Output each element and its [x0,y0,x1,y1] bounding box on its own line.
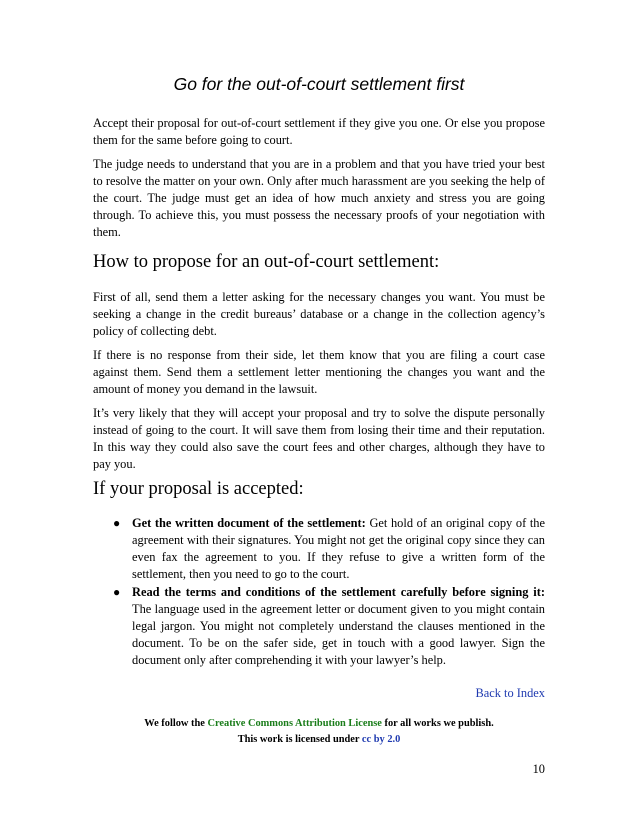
page-title: Go for the out-of-court settlement first [173,74,465,94]
cc-by-link[interactable]: cc by 2.0 [361,734,401,745]
intro-paragraph-2: The judge needs to understand that you are in a problem and that you have tried your best to resolve the matter on your own. Only after much harassment are you seeking the help of the court. The judge must get an idea of how much anxiety and stress you are going through. To achieve this, you must possess the necessary proofs of your negotiation with them. [93,157,545,239]
bullet-icon: ● [113,585,121,599]
license-line-2-pre: This work is licensed under [237,734,362,745]
license-line-1-pre: We follow the [144,718,208,729]
section1-paragraph-3: It’s very likely that they will accept your proposal and try to solve the dispute personally instead of going to the court. It will save them from losing their time and their reputation. In this way they could also save the court fees and other charges, although they have to pay you. [93,406,545,471]
license-line-2 [93,732,545,748]
intro-paragraph-1: Accept their proposal for out-of-court settlement if they give you one. Or else you propose them for the same before going to court. [93,116,545,147]
section1-paragraph-2: If there is no response from their side, let them know that you are filing a court case against them. Send them a settlement letter mentioning the changes you want and the amount of money you demand in the lawsuit. [93,348,545,396]
license-footer [93,716,545,748]
page-number: 10 [532,762,545,776]
bullet-body: Get hold of an original copy of the agreement with their signatures. You might not get the original copy since they can even fax the agreement to you. If they refuse to give a written form of the settlement, then you need to go to the court. [132,516,545,581]
license-line-1-post: for all works we publish. [381,718,494,729]
section1-paragraph-1: First of all, send them a letter asking for the necessary changes you want. You must be seeking a change in the credit bureaus’ database or a change in the collection agency’s policy of collecting debt. [93,290,545,338]
bullet-text [132,584,545,669]
section-heading-accepted: If your proposal is accepted: [93,479,304,499]
back-to-index-link[interactable]: Back to Index [475,686,545,700]
bullet-text [132,515,545,583]
license-line-1 [93,716,545,732]
section-heading-propose: How to propose for an out-of-court settlement: [93,252,440,272]
bullet-bold-lead: Read the terms and conditions of the settlement carefully before signing it: [132,585,545,599]
bullet-icon: ● [113,516,121,530]
bullet-bold-lead: Get the written document of the settlement: [132,516,366,530]
bullet-body: The language used in the agreement letter or document given to you might contain legal jargon. You might not completely understand the clauses mentioned in the document. To be on the safer side, get in touch with a good lawyer. Sign the document only after comprehending it with your lawyer’s help. [132,602,545,667]
creative-commons-link[interactable]: Creative Commons Attribution License [207,718,382,729]
